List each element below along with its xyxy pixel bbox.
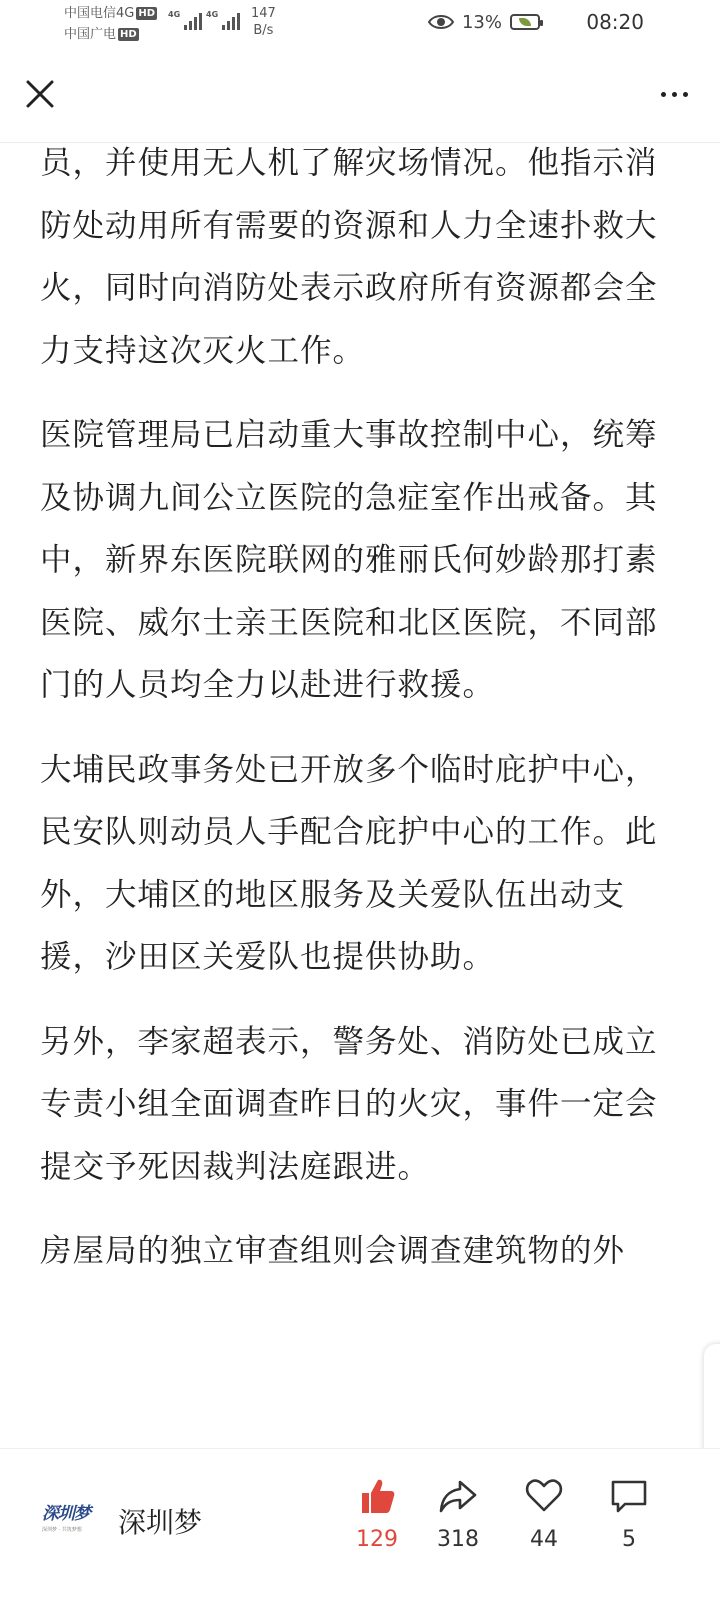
clock: 08:20 — [586, 10, 644, 34]
article-paragraph: 大埔民政事务处已开放多个临时庇护中心，民安队则动员人手配合庇护中心的工作。此外，大埔区的地区服务及关爱队伍出动支援，沙田区关爱队也提供协助。 — [40, 751, 658, 975]
more-options-button[interactable] — [650, 80, 698, 108]
signal-strength-icon — [206, 10, 240, 30]
carrier-2-name: 中国广电 — [64, 27, 117, 42]
article-paragraph: 医院管理局已启动重大事故控制中心，统筹及协调九间公立医院的急症室作出戒备。其中，新界东医院联网的雅丽氏何妙龄那打素医院、威尔士亲王医院和北区医院，不同部门的人员均全力以赴进行救援。 — [40, 417, 658, 703]
carrier-1 — [64, 6, 157, 22]
channel-name[interactable]: 深圳梦 — [118, 1506, 203, 1539]
thumbs-up-icon — [345, 1471, 409, 1521]
share-button[interactable] — [426, 1471, 490, 1552]
top-bar — [0, 50, 720, 143]
status-bar — [0, 0, 720, 50]
signal-strength-icon — [168, 10, 202, 30]
network-speed — [251, 5, 276, 39]
article-paragraph: 员，并使用无人机了解灾场情况。他指示消防处动用所有需要的资源和人力全速扑救大火，同时向消防处表示政府所有资源都会全力支持这次灭火工作。 — [40, 145, 658, 369]
article-paragraph: 另外，李家超表示，警务处、消防处已成立专责小组全面调查昨日的火灾，事件一定会提交予死因裁判法庭跟进。 — [40, 1023, 658, 1185]
network-speed-unit: B/s — [253, 23, 274, 38]
logo-text: 深圳梦 — [42, 1504, 90, 1524]
bottom-action-bar — [0, 1448, 720, 1601]
like-count: 129 — [356, 1527, 398, 1552]
like-button[interactable] — [345, 1471, 409, 1552]
network-speed-value: 147 — [251, 6, 276, 21]
favorite-count: 44 — [530, 1527, 558, 1552]
hd-badge: HD — [120, 29, 137, 40]
favorite-button[interactable] — [512, 1471, 576, 1552]
close-button[interactable] — [20, 74, 60, 114]
comment-button[interactable] — [597, 1471, 661, 1552]
battery-percent: 13% — [461, 11, 502, 33]
heart-icon — [512, 1471, 576, 1521]
carrier-1-name: 中国电信4G — [64, 6, 135, 21]
hd-badge: HD — [138, 8, 156, 19]
comment-count: 5 — [622, 1527, 636, 1552]
more-icon — [661, 92, 666, 97]
carrier-2 — [64, 27, 139, 43]
network-type-label: 4G — [206, 10, 219, 19]
article-body — [40, 142, 680, 1448]
channel-logo[interactable] — [42, 1499, 98, 1539]
share-count: 318 — [437, 1527, 479, 1552]
network-type-label: 4G — [168, 10, 181, 19]
eye-icon — [428, 13, 454, 31]
comment-icon — [597, 1471, 661, 1521]
article-paragraph: 房屋局的独立审查组则会调查建筑物的外 — [40, 1233, 626, 1269]
share-icon — [426, 1471, 490, 1521]
close-icon — [20, 74, 60, 114]
status-right — [428, 10, 540, 34]
logo-subtitle: 深圳梦 · 共筑梦想 — [42, 1527, 82, 1533]
battery-saver-icon — [510, 14, 540, 30]
